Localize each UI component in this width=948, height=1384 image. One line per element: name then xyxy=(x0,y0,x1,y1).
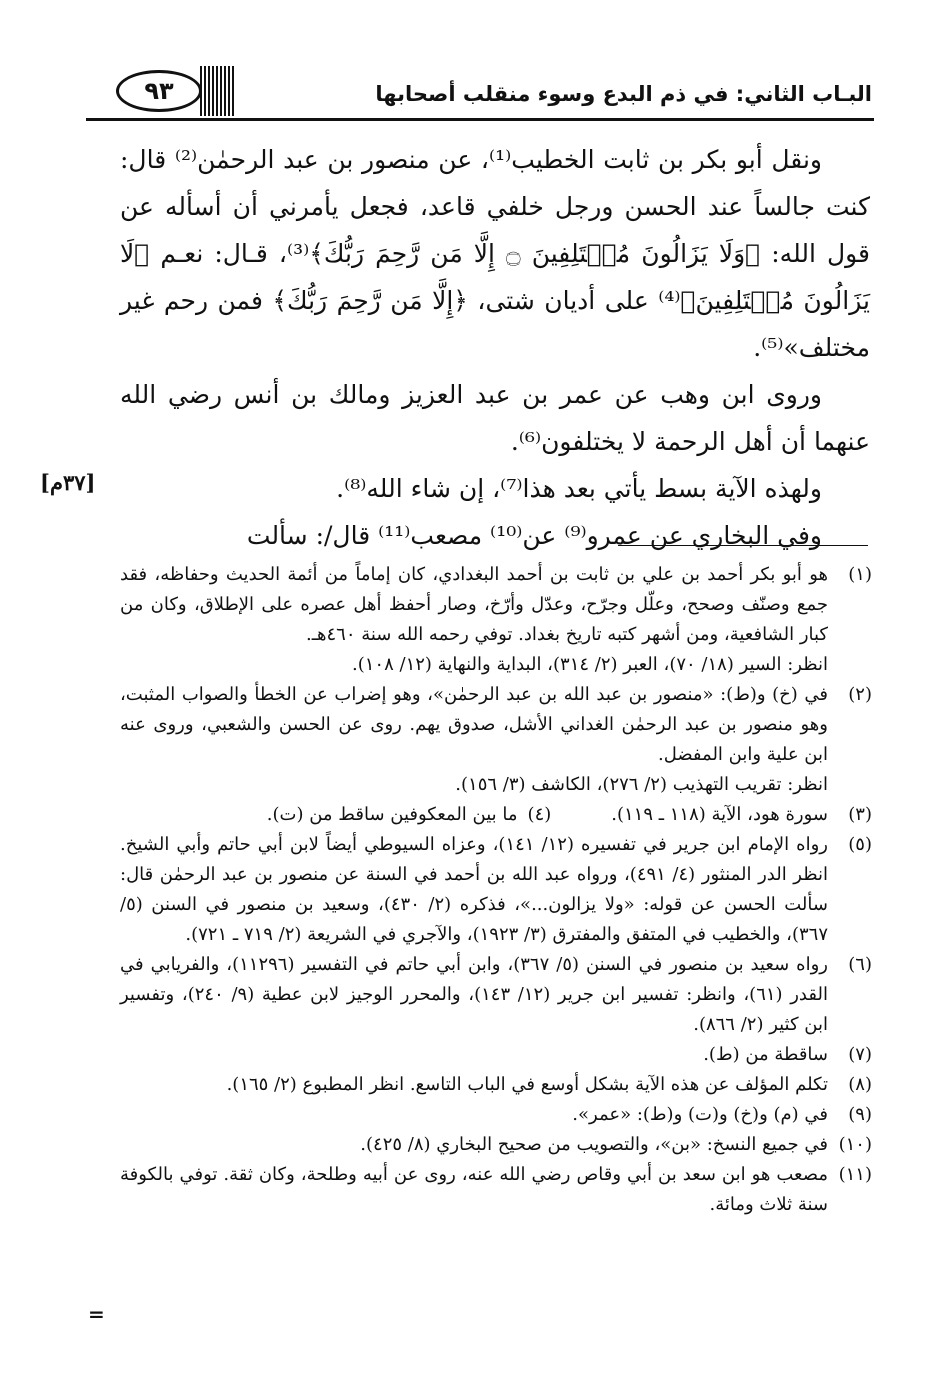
footnote-number: (٤) xyxy=(527,804,552,825)
continuation-mark: = xyxy=(88,1302,105,1326)
footnote-number: (٨) xyxy=(848,1074,872,1095)
footnote-7 xyxy=(120,1040,872,1070)
footnote-text: مصعب هو ابن سعد بن أبي وقاص رضي الله عنه، روى عن أبيه وطلحة، وكان ثقة. توفي بالكوفة سنة ثلاث ومائة. xyxy=(120,1164,828,1215)
footnote-10 xyxy=(120,1130,872,1160)
footnote-9 xyxy=(120,1100,872,1130)
footnote-text: في (خ) و(ط): «منصور بن عبد الله بن عبد الرحمٰن»، وهو إضراب عن الخطأ والصواب المثبت، وهو منصور بن عبد الرحمٰن الغداني الأشل، صدوق يهم. روى عن الحسن والشعبي، وروى عنه ابن علية وابن المفضل. xyxy=(120,684,828,765)
footnote-3-4 xyxy=(120,800,872,830)
footnote-text: رواه سعيد بن منصور في السنن (٥/ ٣٦٧)، وابن أبي حاتم في التفسير (١١٢٩٦)، والفريابي في القدر (٦١)، وانظر: تفسير ابن جرير (١٢/ ١٤٣)، والمحرر الوجيز لابن عطية (٩/ ٢٤٠)، وتفسير ابن كثير (٢/ ٨٦٦). xyxy=(120,954,828,1035)
hatch-ornament-icon xyxy=(200,66,236,116)
footnote-text: سورة هود، الآية (١١٨ ـ ١١٩). xyxy=(611,804,828,825)
footnote-number: (٩) xyxy=(848,1104,872,1125)
footnote-4 xyxy=(267,800,551,830)
chapter-title: البـاب الثاني: في ذم البدع وسوء منقلب أصحابها xyxy=(375,82,872,106)
footnote-text: ما بين المعكوفين ساقط من (ت). xyxy=(266,804,518,825)
footnote-1 xyxy=(120,560,872,680)
footnote-text: ساقطة من (ط). xyxy=(703,1044,828,1065)
paragraph-2: وروى ابن وهب عن عمر بن عبد العزيز ومالك بن أنس رضي الله عنهما أن أهل الرحمة لا يختلفون⁽⁶⁾. xyxy=(120,380,870,456)
footnote-text: في (م) و(خ) و(ت) و(ط): «عمر». xyxy=(572,1104,828,1125)
header-divider xyxy=(86,118,874,121)
footnote-number: (٣) xyxy=(848,804,872,825)
footnote-11 xyxy=(120,1160,872,1220)
manuscript-folio-marker: [٣٧م] xyxy=(40,470,96,495)
footnote-reference: انظر: السير (١٨/ ٧٠)، العبر (٢/ ٣١٤)، البداية والنهاية (١٢/ ١٠٨). xyxy=(352,654,828,675)
footnote-5 xyxy=(120,830,872,950)
page-number: ٩٣ xyxy=(116,70,202,112)
footnote-reference: انظر: تقريب التهذيب (٢/ ٢٧٦)، الكاشف (٣/ ١٥٦). xyxy=(455,774,828,795)
paragraph-3: ولهذه الآية بسط يأتي بعد هذا⁽⁷⁾، إن شاء الله⁽⁸⁾. xyxy=(336,474,822,503)
footnote-number: (١١) xyxy=(838,1164,872,1185)
page-header xyxy=(86,58,874,122)
footnote-text: رواه الإمام ابن جرير في تفسيره (١٢/ ١٤١)، وعزاه السيوطي أيضاً لابن أبي حاتم وأبي الشيخ. انظر الدر المنثور (٤/ ٤٩١)، ورواه عبد الله بن أحمد في السنة عن منصور بن عبد الرحمٰن قال: سألت الحسن عن قوله: «ولا يزالون...»، فذكره (٢/ ٤٣٠)، وسعيد بن منصور في السنن (٥/ ٣٦٧)، والخطيب في المتفق والمفترق (٣/ ١٩٢٣)، والآجري في الشريعة (٢/ ٧١٩ ـ ٧٢١). xyxy=(120,834,828,945)
footnote-number: (٧) xyxy=(848,1044,872,1065)
footnote-2 xyxy=(120,680,872,800)
footnotes xyxy=(120,560,872,1220)
footnote-number: (١٠) xyxy=(838,1134,872,1155)
paragraph-1: ونقل أبو بكر بن ثابت الخطيب⁽¹⁾، عن منصور بن عبد الرحمٰن⁽²⁾ قال: كنت جالساً عند الحسن ورجل خلفي قاعد، فجعل يأمرني أن أسأله عن قول الله: ﴿وَلَا يَزَالُونَ مُخۡتَلِفِينَ ۝ إِلَّا مَن رَّحِمَ رَبُّكَ﴾⁽³⁾، قـال: نعـم ﴿لَا يَزَالُونَ مُخۡتَلِفِينَ﴾⁽⁴⁾ على أديان شتى، ﴿إِلَّا مَن رَّحِمَ رَبُّكَ﴾ فمن رحم غير مختلف»⁽⁵⁾. xyxy=(120,145,870,362)
main-text xyxy=(120,136,870,559)
footnote-text: في جميع النسخ: «بن»، والتصويب من صحيح البخاري (٨/ ٤٢٥). xyxy=(360,1134,828,1155)
footnote-number: (٥) xyxy=(848,834,872,855)
page-number-ornament xyxy=(116,66,236,114)
footnote-text: تكلم المؤلف عن هذه الآية بشكل أوسع في الباب التاسع. انظر المطبوع (٢/ ١٦٥). xyxy=(226,1074,828,1095)
footnote-number: (١) xyxy=(848,564,872,585)
footnote-separator xyxy=(618,545,868,546)
footnote-number: (٢) xyxy=(848,684,872,705)
footnote-6 xyxy=(120,950,872,1040)
footnote-8 xyxy=(120,1070,872,1100)
paragraph-4: وفي البخاري عن عمرو⁽⁹⁾ عن⁽¹⁰⁾ مصعب⁽¹¹⁾ قال/: سألت xyxy=(246,521,822,550)
footnote-text: هو أبو بكر أحمد بن علي بن ثابت بن أحمد البغدادي، كان إماماً من أئمة الحديث وحفاظه، فقد جمع وصنّف وصحح، وعلّل وجرّح، وعدّل وأرّخ، وصار أحفظ أهل عصره على الإطلاق، وكان من كبار الشافعية، ومن أشهر كتبه تاريخ بغداد. توفي رحمه الله سنة ٤٦٠هـ. xyxy=(120,564,828,645)
footnote-number: (٦) xyxy=(848,954,872,975)
